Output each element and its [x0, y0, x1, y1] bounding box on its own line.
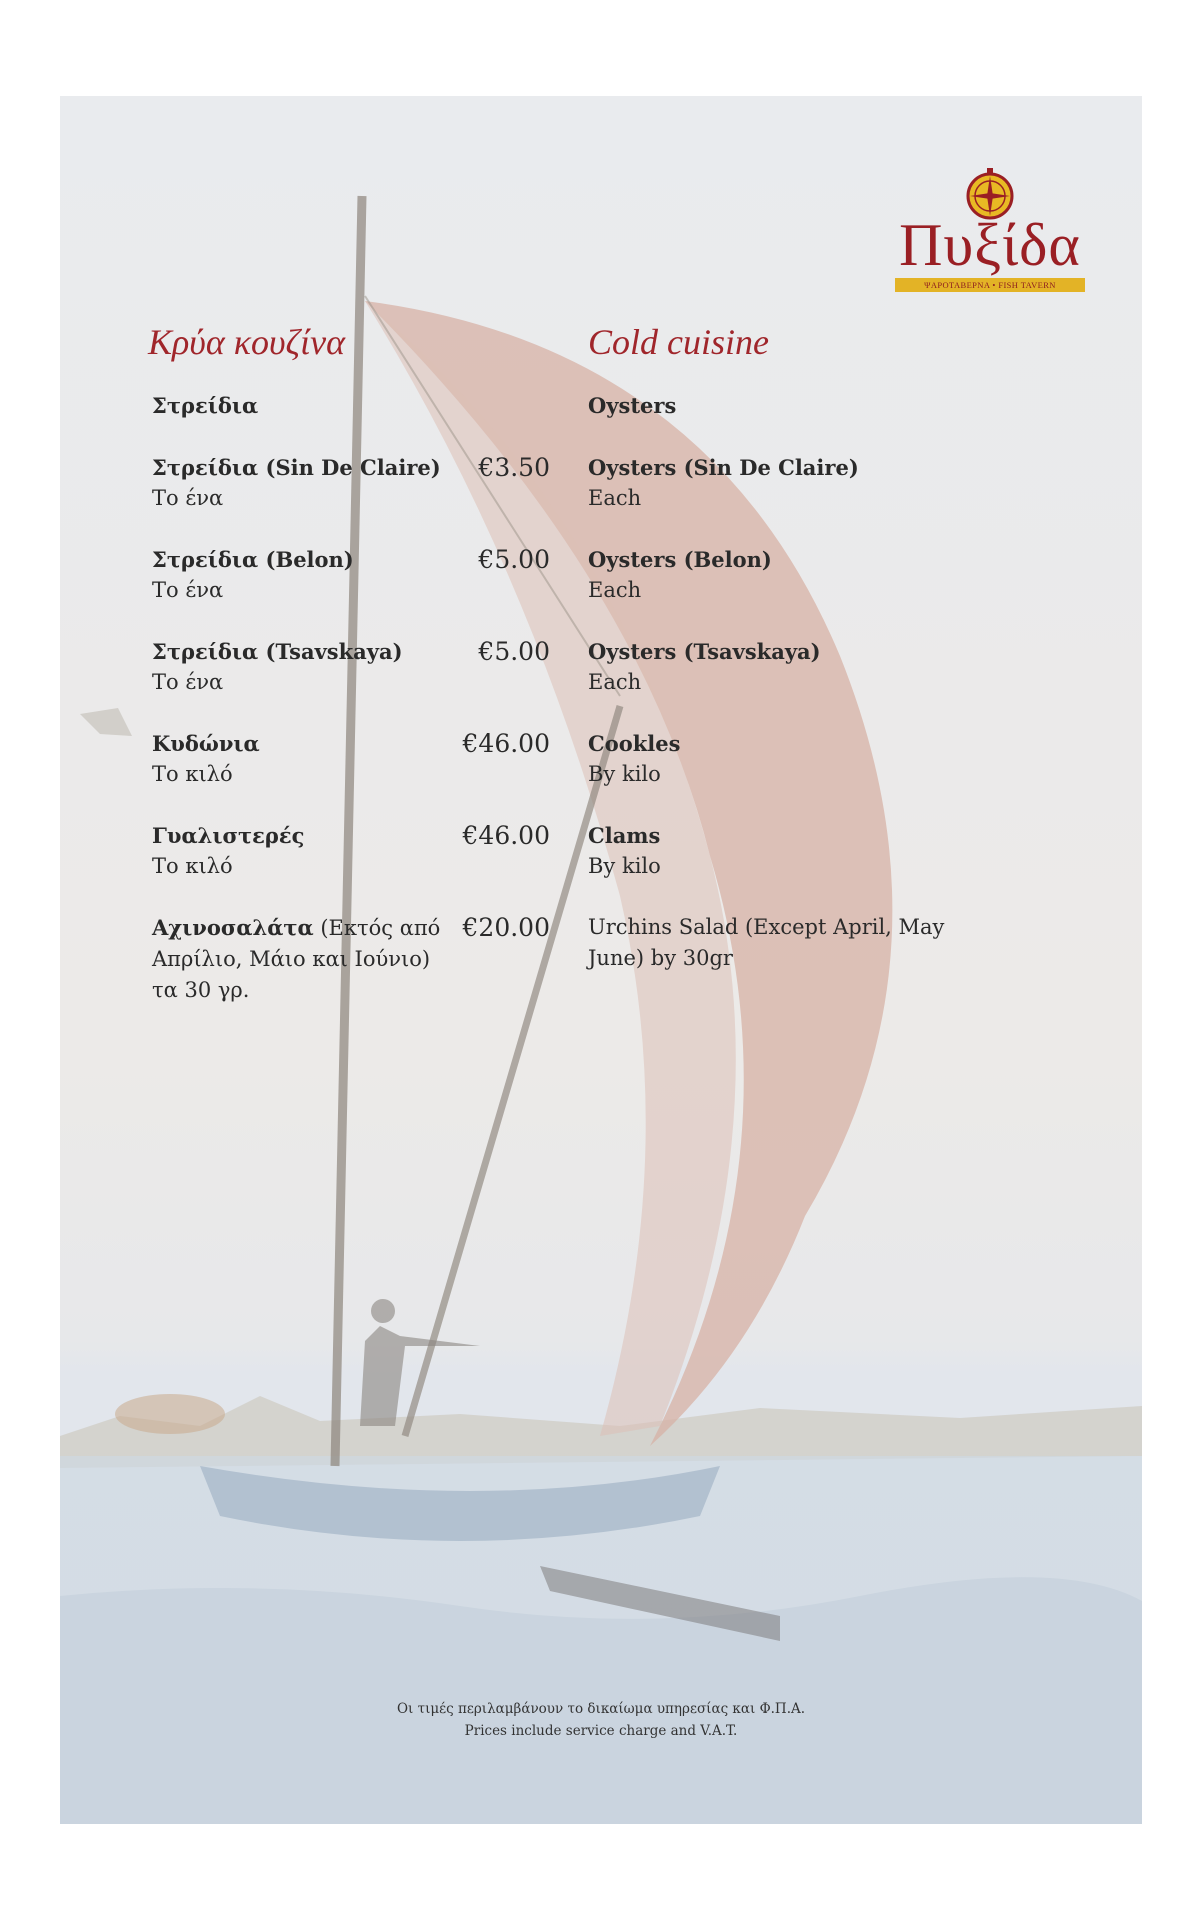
- section-oysters: [60, 390, 1142, 430]
- footer-note: [60, 1698, 1142, 1742]
- item-note-greek: (Εκτός από: [313, 916, 441, 940]
- item-unit-greek: Το ένα: [152, 670, 224, 694]
- menu-item: [60, 636, 1142, 726]
- item-unit-english: Each: [588, 670, 642, 694]
- menu-item-urchins: [60, 912, 1142, 1012]
- item-name-greek: Στρείδια (Tsavskaya): [152, 639, 403, 664]
- brand-logo: [890, 164, 1090, 324]
- brand-tagline: ΨΑΡΟΤΑΒΕΡΝΑ • FISH TAVERN: [895, 278, 1085, 292]
- menu-item: [60, 728, 1142, 818]
- item-name-greek: Αχινοσαλάτα: [152, 915, 314, 940]
- item-name-english: Oysters (Belon): [588, 547, 772, 572]
- item-name-english: Cookles: [588, 731, 681, 756]
- brand-name: Πυξίδα: [899, 212, 1081, 278]
- menu-item: [60, 452, 1142, 542]
- item-unit-english: Each: [588, 486, 642, 510]
- item-unit-greek: Το ένα: [152, 578, 224, 602]
- footer-english: Prices include service charge and V.A.T.: [464, 1723, 738, 1739]
- menu-item: [60, 820, 1142, 910]
- item-unit-english: Each: [588, 578, 642, 602]
- item-price: €5.00: [478, 637, 550, 666]
- item-price: €46.00: [462, 729, 550, 758]
- item-name-english: Urchins Salad (Except April, May: [588, 915, 945, 939]
- item-unit-greek: Το κιλό: [152, 854, 233, 878]
- item-name-greek: Κυδώνια: [152, 731, 260, 756]
- item-name-greek: Στρείδια (Sin De Claire): [152, 455, 441, 480]
- footer-greek: Οι τιμές περιλαμβάνουν το δικαίωμα υπηρεσίας και Φ.Π.Α.: [396, 1701, 806, 1717]
- item-price: €20.00: [462, 913, 550, 942]
- item-note-greek-line2: Απρίλιο, Μάιο και Ιούνιο): [152, 947, 431, 971]
- heading-english: Cold cuisine: [588, 322, 769, 362]
- item-unit-greek: Το ένα: [152, 486, 224, 510]
- item-price: €46.00: [462, 821, 550, 850]
- item-name-greek: Γυαλιστερές: [152, 823, 305, 848]
- item-name-greek: Στρείδια (Belon): [152, 547, 354, 572]
- section-title-english: Oysters: [588, 393, 677, 418]
- item-note-english-line2: June) by 30gr: [588, 946, 733, 970]
- item-unit-greek: τα 30 γρ.: [152, 978, 250, 1002]
- item-unit-english: By kilo: [588, 762, 661, 786]
- heading-greek: Κρύα κουζίνα: [148, 322, 345, 362]
- item-unit-english: By kilo: [588, 854, 661, 878]
- menu-item: [60, 544, 1142, 634]
- item-name-english: Oysters (Sin De Claire): [588, 455, 859, 480]
- menu-page: [60, 96, 1142, 1824]
- item-unit-greek: Το κιλό: [152, 762, 233, 786]
- item-price: €5.00: [478, 545, 550, 574]
- item-price: €3.50: [478, 453, 550, 482]
- item-name-english: Clams: [588, 823, 661, 848]
- item-name-english: Oysters (Tsavskaya): [588, 639, 821, 664]
- section-title-greek: Στρείδια: [152, 393, 259, 418]
